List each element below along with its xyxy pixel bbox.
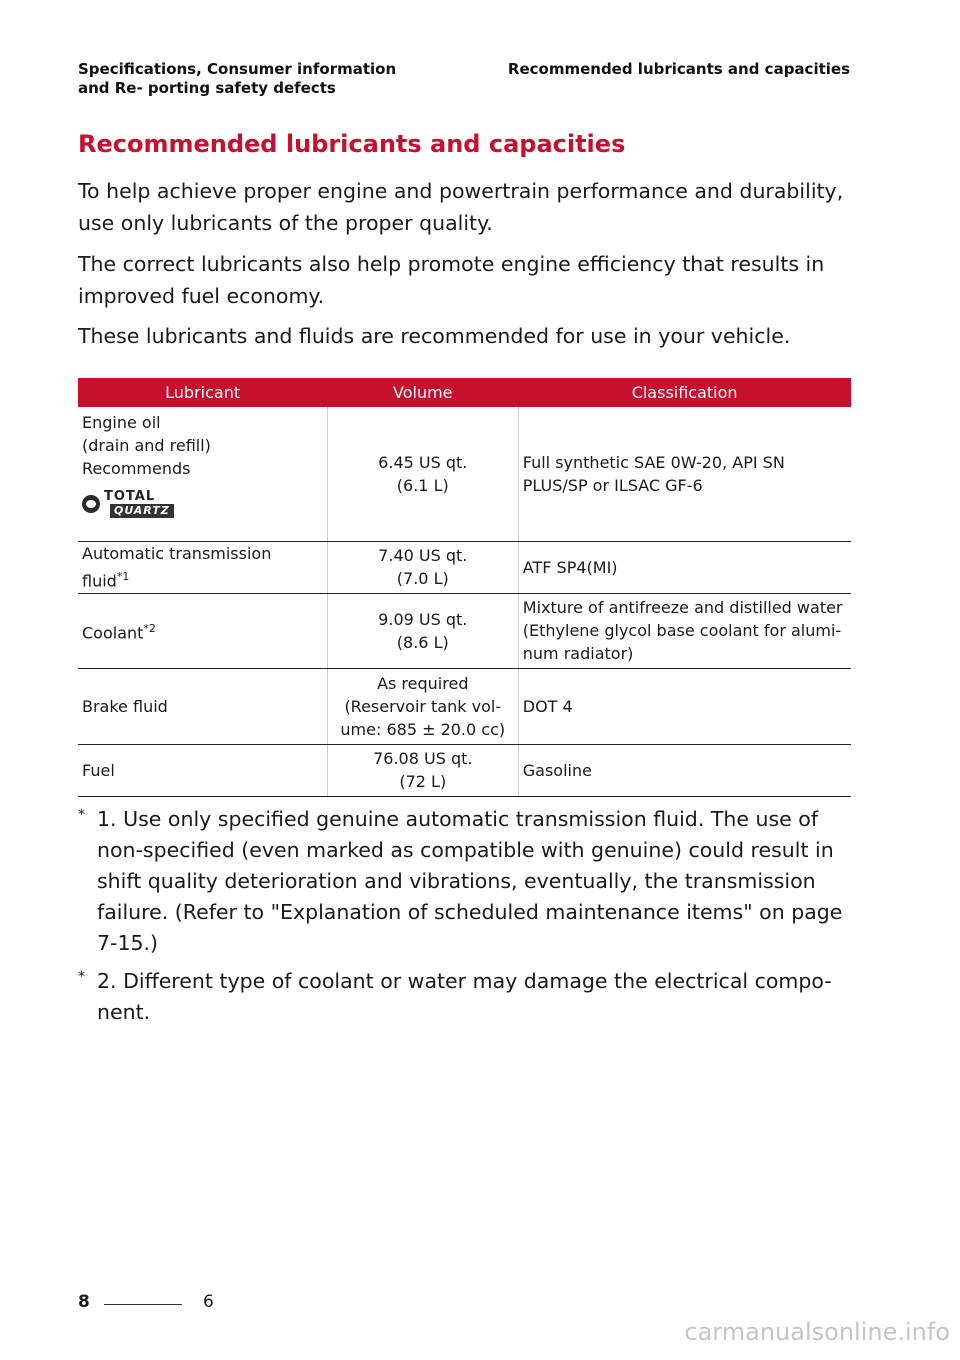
footnote-text: Use only specified genuine automatic transmission fluid. The use of non-specified (even marked as compatible with genuine) could result in shift quality deterioration and vibrations, eventually, the transmission failure. (Refer to "Explanation of scheduled maintenance items" on page 7-15.) (97, 807, 843, 955)
chapter-number: 8 (78, 1292, 90, 1312)
cell-volume (327, 541, 518, 593)
footnote-mark: * (78, 969, 85, 985)
footnote-text: Different type of coolant or water may damage the electrical compo- nent. (97, 969, 832, 1024)
cell-volume (327, 744, 518, 796)
engine-oil-drain-label: (drain and refill) (82, 436, 211, 455)
cell-lubricant: Fuel (78, 744, 327, 796)
footnote-mark: * (78, 807, 85, 823)
coolant-label: Coolant (82, 623, 144, 643)
footnote-ref: *1 (116, 569, 130, 583)
page-number: 6 (203, 1292, 214, 1312)
volume-line: (6.1 L) (396, 475, 449, 495)
volume-line: 7.40 US qt. (378, 546, 468, 565)
footnote-number: 1. (97, 807, 117, 831)
volume-line: (8.6 L) (396, 632, 449, 652)
footnote-1 (78, 804, 848, 959)
efficiency-paragraph: The correct lubricants also help promote engine efficiency that results in improved fuel economy. (78, 252, 825, 308)
page-title: Recommended lubricants and capacities (78, 130, 626, 158)
header-section-title: Specifications, Consumer information and Re- porting safety defects (78, 60, 397, 97)
cell-classification: ATF SP4(MI) (518, 541, 851, 593)
header-volume: Volume (327, 378, 518, 407)
table-row-atf (78, 541, 851, 593)
footnote-ref: *2 (143, 621, 156, 635)
cell-volume (327, 407, 518, 541)
footnote-number: 2. (97, 969, 117, 993)
cell-volume (327, 593, 518, 668)
recommendation-paragraph: These lubricants and fluids are recommended for use in your vehicle. (78, 324, 791, 348)
intro-paragraph: To help achieve proper engine and powertrain performance and durability, use only lubricants of the proper quality. (78, 179, 844, 235)
engine-oil-recommends-label: Recommends (82, 459, 191, 478)
volume-line: (Reservoir tank vol- (344, 696, 502, 716)
engine-oil-label: Engine oil (82, 413, 161, 432)
volume-line: (7.0 L) (396, 569, 449, 588)
footer-divider (104, 1304, 182, 1305)
cell-lubricant (78, 593, 327, 668)
table-row-brake-fluid (78, 668, 851, 744)
volume-line: 76.08 US qt. (373, 749, 473, 768)
header-lubricant: Lubricant (78, 378, 327, 407)
header-page-title: Recommended lubricants and capacities (507, 60, 850, 78)
volume-line: 9.09 US qt. (378, 609, 468, 629)
table-header-row (78, 378, 851, 407)
footnote-2 (78, 966, 848, 1028)
volume-line: (72 L) (399, 772, 447, 791)
volume-line: ume: 685 ± 20.0 cc) (340, 719, 506, 739)
total-emblem-icon (82, 495, 100, 513)
table-row-coolant (78, 593, 851, 668)
logo-total-text: TOTAL (104, 489, 156, 504)
table-row-engine-oil (78, 407, 851, 541)
cell-classification: DOT 4 (518, 668, 851, 744)
atf-label: Automatic transmission fluid (82, 543, 272, 591)
logo-quartz-text: QUARTZ (110, 504, 174, 518)
cell-classification: Full synthetic SAE 0W-20, API SN PLUS/SP or ILSAC GF-6 (518, 407, 851, 541)
volume-line: 6.45 US qt. (378, 452, 468, 472)
cell-classification: Mixture of antifreeze and distilled water (Ethylene glycol base coolant for alumi- num radiator) (518, 593, 851, 668)
cell-classification: Gasoline (518, 744, 851, 796)
lubricants-table (78, 378, 851, 797)
table-row-fuel (78, 744, 851, 796)
watermark: carmanualsonline.info (684, 1318, 950, 1346)
header-classification: Classification (518, 378, 851, 407)
cell-lubricant (78, 541, 327, 593)
total-quartz-logo (82, 490, 323, 518)
volume-line: As required (377, 673, 469, 693)
cell-volume (327, 668, 518, 744)
cell-lubricant: Brake fluid (78, 668, 327, 744)
cell-lubricant (78, 407, 327, 541)
